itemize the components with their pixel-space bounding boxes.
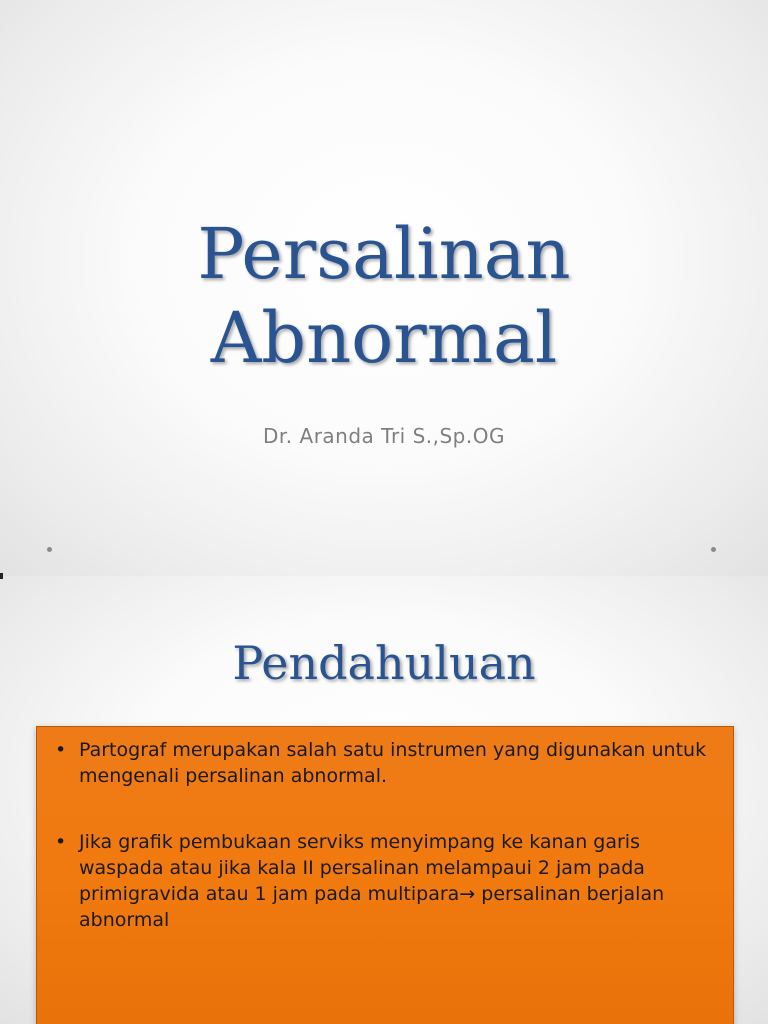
title-line-1: Persalinan — [197, 213, 571, 295]
decorative-dot-left — [47, 547, 52, 552]
slide-edge-mark — [0, 573, 3, 579]
title-line-2: Abnormal — [210, 297, 558, 379]
content-box — [36, 726, 734, 1024]
slide-heading: Pendahuluan — [232, 636, 536, 690]
bullet-item: • Jika grafik pembukaan serviks menyimpang ke kanan garis waspada atau jika kala II persalinan melampaui 2 jam pada primigravida atau 1 jam pada multipara→ persalinan berjalan abnormal — [55, 829, 715, 933]
slide-subtitle: Dr. Aranda Tri S.,Sp.OG — [263, 424, 505, 448]
bullet-item: • Partograf merupakan salah satu instrumen yang digunakan untuk mengenali persalinan abnormal. — [55, 737, 715, 789]
content-slide — [0, 576, 768, 1024]
slide-title — [0, 212, 768, 380]
decorative-dot-right — [711, 547, 716, 552]
bullet-list — [55, 737, 715, 933]
